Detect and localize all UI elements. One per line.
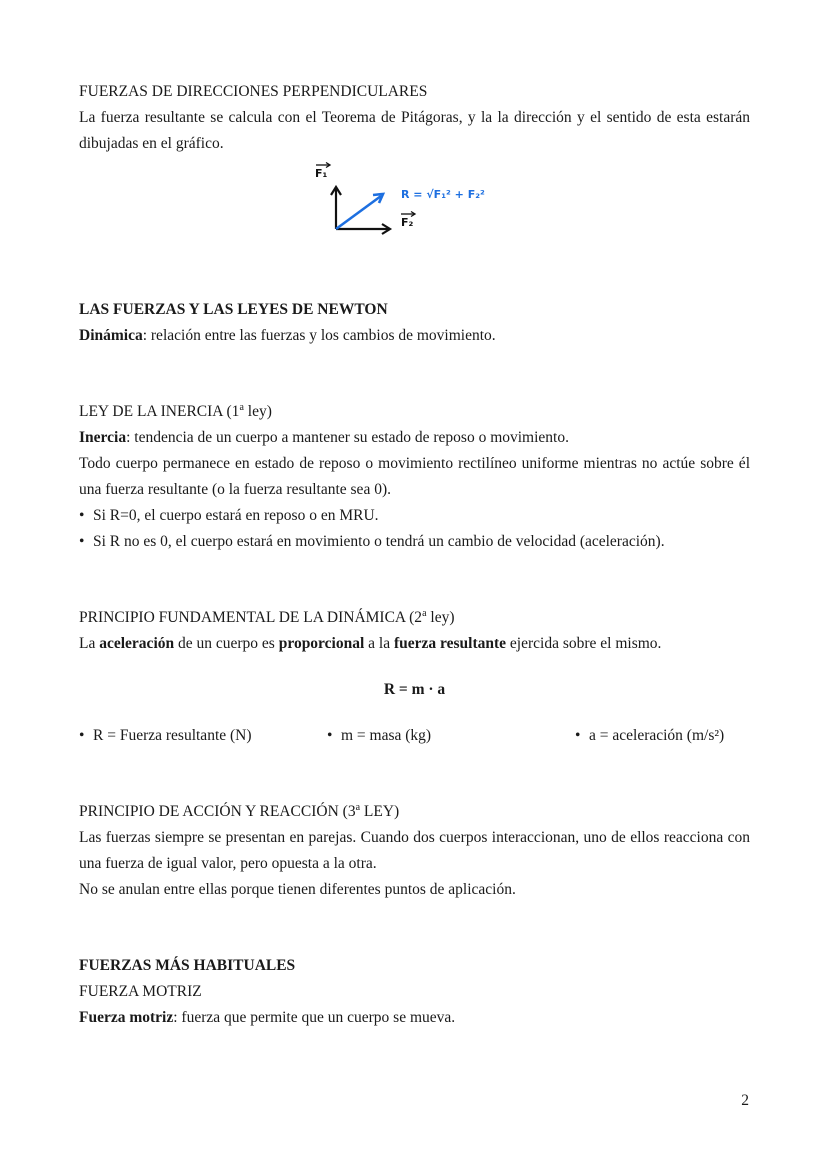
subsection-title-motriz: FUERZA MOTRIZ	[79, 983, 202, 1000]
label-r: R = √F₁² + F₂²	[400, 188, 485, 201]
definition-motriz	[79, 1005, 750, 1031]
inercia-paragraph: Todo cuerpo permanece en estado de reposo o movimiento rectilíneo uniforme mientras no actúe sobre él una fuerza resultante (o la fuerza resultante sea 0).	[79, 455, 750, 498]
page-number: 2	[741, 1092, 749, 1109]
section-title-habituales: FUERZAS MÁS HABITUALES	[79, 957, 296, 974]
accion-reaccion-paragraph: Las fuerzas siempre se presentan en parejas. Cuando dos cuerpos interaccionan, uno de ellos reacciona con una fuerza de igual valor, pero opuesta a la otra.	[79, 829, 750, 872]
accion-reaccion-note: No se anulan entre ellas porque tienen diferentes puntos de aplicación.	[79, 881, 516, 898]
def-inercia-text: : tendencia de un cuerpo a mantener su estado de reposo o movimiento.	[126, 429, 569, 446]
section-title-inercia: LEY DE LA INERCIA (1$^a$ ley)	[79, 401, 272, 420]
definition-item: • m = masa (kg)	[327, 723, 575, 749]
term-dinamica: Dinámica	[79, 327, 143, 344]
list-item: • Si R no es 0, el cuerpo estará en movimiento o tendrá un cambio de velocidad (aceleración).	[79, 529, 750, 555]
label-f1: F₁	[314, 167, 327, 180]
def-dinamica-text: : relación entre las fuerzas y los cambios de movimiento.	[142, 327, 496, 344]
section-text-pitagoras: La fuerza resultante se calcula con el Teorema de Pitágoras, y la la dirección y el sentido de esta estarán dibujadas en el gráfico.	[79, 109, 750, 152]
fundamental-paragraph: La aceleración de un cuerpo es proporcional a la fuerza resultante ejercida sobre el mismo.	[79, 635, 662, 652]
section-title-perpendiculares: FUERZAS DE DIRECCIONES PERPENDICULARES	[79, 83, 428, 100]
label-f2: F₂	[400, 216, 413, 229]
definition-inercia	[79, 425, 750, 451]
force-diagram-svg	[315, 161, 515, 239]
definition-item: • R = Fuerza resultante (N)	[79, 723, 327, 749]
section-title-newton: LAS FUERZAS Y LAS LEYES DE NEWTON	[79, 301, 388, 318]
newton-formula: R = m · a	[383, 681, 446, 698]
section-title-fundamental: PRINCIPIO FUNDAMENTAL DE LA DINÁMICA (2$^a$ ley)	[79, 607, 455, 626]
definition-dinamica	[79, 323, 750, 349]
list-item: • Si R=0, el cuerpo estará en reposo o en MRU.	[79, 503, 750, 529]
definition-item: • a = aceleración (m/s²)	[575, 723, 750, 749]
term-inercia: Inercia	[79, 429, 127, 446]
section-title-accion-reaccion: PRINCIPIO DE ACCIÓN Y REACCIÓN (3$^a$ LEY)	[79, 801, 400, 820]
term-motriz: Fuerza motriz	[79, 1009, 174, 1026]
r-arrow	[336, 196, 381, 229]
def-motriz-text: : fuerza que permite que un cuerpo se mueva.	[173, 1009, 456, 1026]
formula-definitions	[79, 723, 750, 749]
document-page	[79, 79, 750, 1031]
force-diagram	[79, 161, 750, 239]
